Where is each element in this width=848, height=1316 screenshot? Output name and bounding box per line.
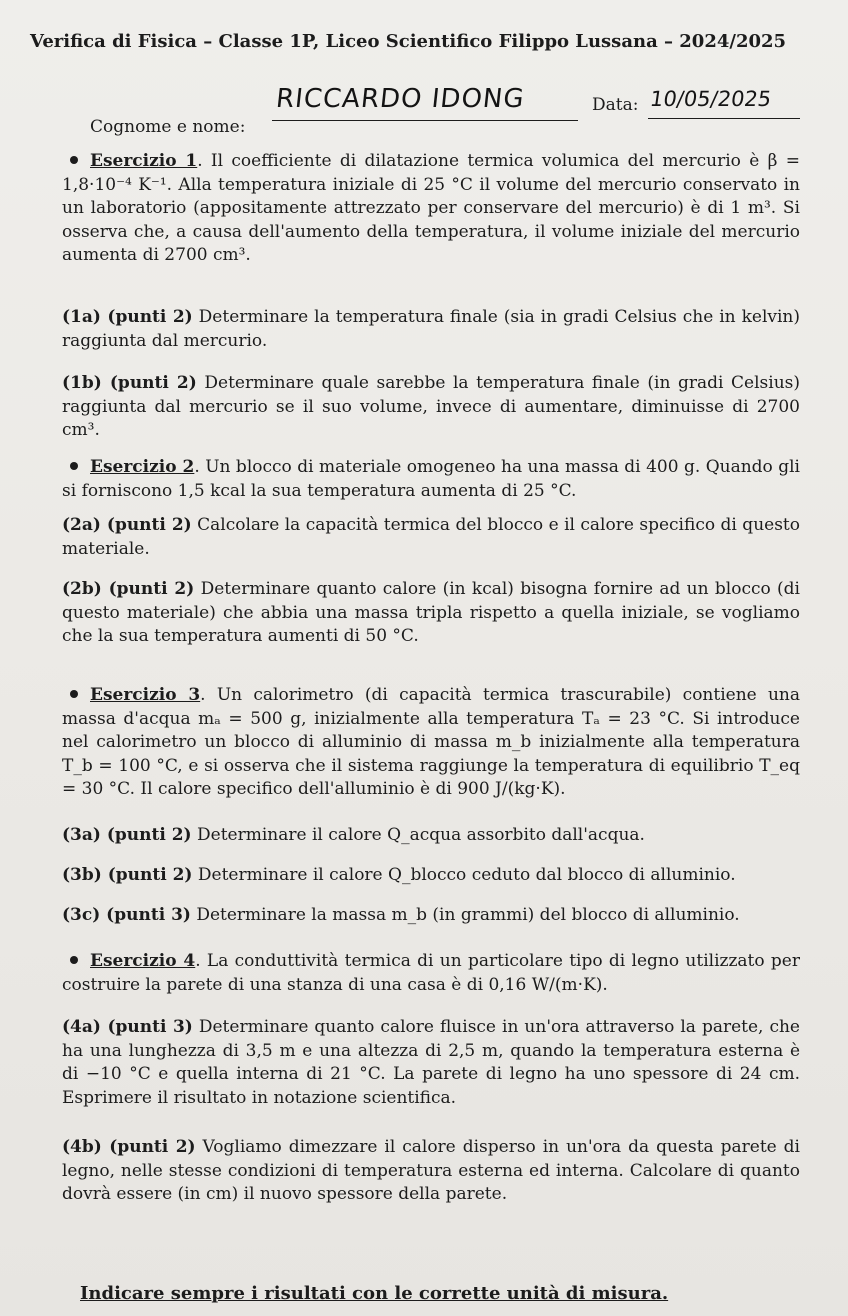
question-1a-heading: (1a) (punti 2) bbox=[62, 307, 193, 327]
question-4b bbox=[62, 1136, 800, 1207]
exercise-3-heading: Esercizio 3 bbox=[90, 685, 201, 705]
question-1b-heading: (1b) (punti 2) bbox=[62, 373, 197, 393]
exercise-1 bbox=[62, 150, 800, 268]
question-3a bbox=[62, 824, 800, 848]
exercise-3-text: . Un calorimetro (di capacità termica trascurabile) contiene una massa d'acqua mₐ = 500 g, inizialmente alla temperatura Tₐ = 23 °C. Si introduce nel calorimetro un blocco di alluminio di massa m_b inizialmente alla temperatura T_b = 100 °C, e si osserva che il sistema raggiunge la temperatura di equilibrio T_eq = 30 °C. Il calore specifico dell'alluminio è di 900 J/(kg·K). bbox=[62, 685, 801, 799]
bullet-icon bbox=[70, 690, 78, 698]
exercise-4 bbox=[62, 950, 800, 997]
bullet-icon bbox=[70, 956, 78, 964]
date-underline bbox=[648, 118, 800, 119]
exercise-4-text: . La conduttività termica di un particolare tipo di legno utilizzato per costruire la parete di una stanza di una casa è di 0,16 W/(m·K). bbox=[62, 951, 800, 995]
bullet-icon bbox=[70, 156, 78, 164]
question-4a-heading: (4a) (punti 3) bbox=[62, 1017, 193, 1037]
name-label: Cognome e nome: bbox=[90, 117, 246, 137]
question-4b-heading: (4b) (punti 2) bbox=[62, 1137, 196, 1157]
question-3c-heading: (3c) (punti 3) bbox=[62, 905, 191, 925]
question-2b bbox=[62, 578, 800, 649]
date-handwritten: 10/05/2025 bbox=[648, 87, 773, 111]
question-1b bbox=[62, 372, 800, 443]
student-name-handwritten: RICCARDO IDONG bbox=[274, 84, 527, 114]
exercise-3 bbox=[62, 684, 800, 802]
exercise-1-text: . Il coefficiente di dilatazione termica volumica del mercurio è β = 1,8·10⁻⁴ K⁻¹. Alla temperatura iniziale di 25 °C il volume del mercurio conservato in un laboratorio (appositamente attrezzato per conservare del mercurio) è di 1 m³. Si osserva che, a causa dell'aumento della temperatura, il volume iniziale del mercurio aumenta di 2700 cm³. bbox=[62, 151, 800, 265]
exercise-4-heading: Esercizio 4 bbox=[90, 951, 196, 971]
question-1a-text: Determinare la temperatura finale (sia in gradi Celsius che in kelvin) raggiunta dal mercurio. bbox=[62, 307, 800, 351]
question-3b bbox=[62, 864, 800, 888]
question-3b-heading: (3b) (punti 2) bbox=[62, 865, 193, 885]
question-2a-heading: (2a) (punti 2) bbox=[62, 515, 192, 535]
exercise-2-text: . Un blocco di materiale omogeneo ha una massa di 400 g. Quando gli si forniscono 1,5 kcal la sua temperatura aumenta di 25 °C. bbox=[62, 457, 800, 501]
question-1a bbox=[62, 306, 800, 353]
footer-instruction: Indicare sempre i risultati con le corrette unità di misura. bbox=[80, 1283, 669, 1304]
question-3a-text: Determinare il calore Q_acqua assorbito dall'acqua. bbox=[191, 825, 645, 845]
question-4a-text: Determinare quanto calore fluisce in un'ora attraverso la parete, che ha una lunghezza di 3,5 m e una altezza di 2,5 m, quando la temperatura esterna è di −10 °C e quella interna di 21 °C. La parete di legno ha uno spessore di 24 cm. Esprimere il risultato in notazione scientifica. bbox=[62, 1017, 800, 1108]
exercise-1-heading: Esercizio 1 bbox=[90, 151, 198, 171]
name-underline bbox=[272, 120, 578, 121]
question-1b-text: Determinare quale sarebbe la temperatura finale (in gradi Celsius) raggiunta dal mercurio se il suo volume, invece di aumentare, diminuisse di 2700 cm³. bbox=[62, 373, 800, 440]
question-3b-text: Determinare il calore Q_blocco ceduto dal blocco di alluminio. bbox=[192, 865, 736, 885]
date-label: Data: bbox=[592, 95, 639, 115]
exercise-2 bbox=[62, 456, 800, 503]
bullet-icon bbox=[70, 462, 78, 470]
exercise-2-heading: Esercizio 2 bbox=[90, 457, 195, 477]
question-3c-text: Determinare la massa m_b (in grammi) del blocco di alluminio. bbox=[190, 905, 740, 925]
question-3a-heading: (3a) (punti 2) bbox=[62, 825, 192, 845]
question-4b-text: Vogliamo dimezzare il calore disperso in un'ora da questa parete di legno, nelle stesse condizioni di temperatura esterna ed interna. Calcolare di quanto dovrà essere (in cm) il nuovo spessore della parete. bbox=[62, 1137, 800, 1204]
question-2a bbox=[62, 514, 800, 561]
question-2b-text: Determinare quanto calore (in kcal) bisogna fornire ad un blocco (di questo materiale) che abbia una massa tripla rispetto a quella iniziale, se vogliamo che la sua temperatura aumenti di 50 °C. bbox=[62, 579, 800, 646]
question-2a-text: Calcolare la capacità termica del blocco e il calore specifico di questo materiale. bbox=[62, 515, 800, 559]
question-3c bbox=[62, 904, 800, 928]
question-4a bbox=[62, 1016, 800, 1110]
exam-title: Verifica di Fisica – Classe 1P, Liceo Scientifico Filippo Lussana – 2024/2025 bbox=[30, 31, 787, 52]
question-2b-heading: (2b) (punti 2) bbox=[62, 579, 195, 599]
